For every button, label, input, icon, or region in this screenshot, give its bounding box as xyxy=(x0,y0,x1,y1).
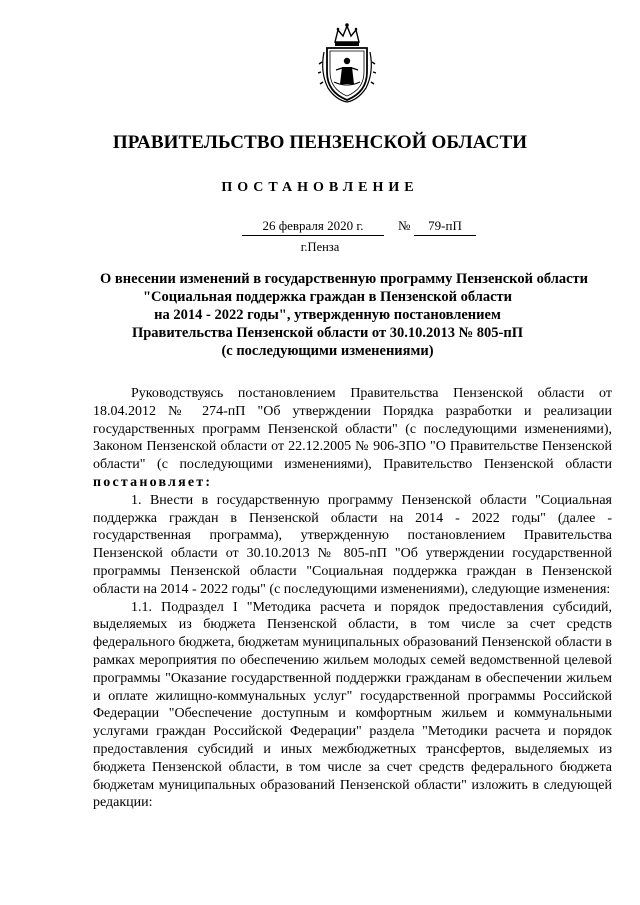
organization-title: ПРАВИТЕЛЬСТВО ПЕНЗЕНСКОЙ ОБЛАСТИ xyxy=(112,132,528,153)
document-body xyxy=(93,385,612,812)
coat-of-arms-icon xyxy=(318,22,376,104)
preamble-text: Руководствуясь постановлением Правительства Пензенской области от 18.04.2012 № 274-пП "Об утверждении Порядка разработки и реализации государственных программ Пензенской области" (с последующими изменениями), Законом Пензенской области от 22.12.2005 № 906-ЗПО "О Правительстве Пензенской области" (с последующими изменениями), Правительство Пензенской области xyxy=(93,386,612,473)
document-type: ПОСТАНОВЛЕНИЕ xyxy=(221,180,419,195)
document-subject xyxy=(100,270,589,360)
subject-line: на 2014 - 2022 годы", утвержденную постановлением xyxy=(154,307,501,323)
document-date: 26 февраля 2020 г. xyxy=(242,218,384,236)
paragraph-1-1: 1.1. Подраздел I "Методика расчета и порядок предоставления субсидий, выделяемых из бюджета Пензенской области, в том числе за счет средств федерального бюджета, бюджетам муниципальных образований Пензенской области в рамках мероприятия по обеспечению жильем молодых семей ведомственной целевой программы "Оказание государственной поддержки гражданам в обеспечении жильем и оплате жилищно-коммунальных услуг" государственной программы Российской Федерации "Обеспечение доступным и комфортным жильем и коммунальными услугами граждан Российской Федерации" раздела "Методики расчета и порядок предоставления субсидий и иных межбюджетных трансфертов, выделяемых из бюджета Пензенской области, в том числе за счет средств федерального бюджета бюджетам муниципальных образований Пензенской области" изложить в следующей редакции: xyxy=(93,599,612,811)
document-city: г.Пенза xyxy=(300,240,340,254)
subject-line: Правительства Пензенской области от 30.10.2013 № 805-пП xyxy=(131,325,524,341)
subject-line: О внесении изменений в государственную программу Пензенской области xyxy=(100,271,589,287)
decrees-word: постановляет: xyxy=(93,474,213,490)
document-number: 79-пП xyxy=(414,218,476,236)
paragraph-1: 1. Внести в государственную программу Пензенской области "Социальная поддержка граждан в Пензенской области на 2014 - 2022 годы" (далее - государственная программа), утвержденную постановлением Правительства Пензенской области от 30.10.2013 № 805-пП "Об утверждении государственной программы Пензенской области "Социальная поддержка граждан в Пензенской области на 2014 - 2022 годы" (с последующими изменениями), следующие изменения: xyxy=(93,492,612,597)
number-sign: № xyxy=(398,218,411,233)
subject-line: (с последующими изменениями) xyxy=(221,343,434,359)
subject-line: "Социальная поддержка граждан в Пензенской области xyxy=(143,289,512,305)
preamble-paragraph xyxy=(93,385,612,492)
